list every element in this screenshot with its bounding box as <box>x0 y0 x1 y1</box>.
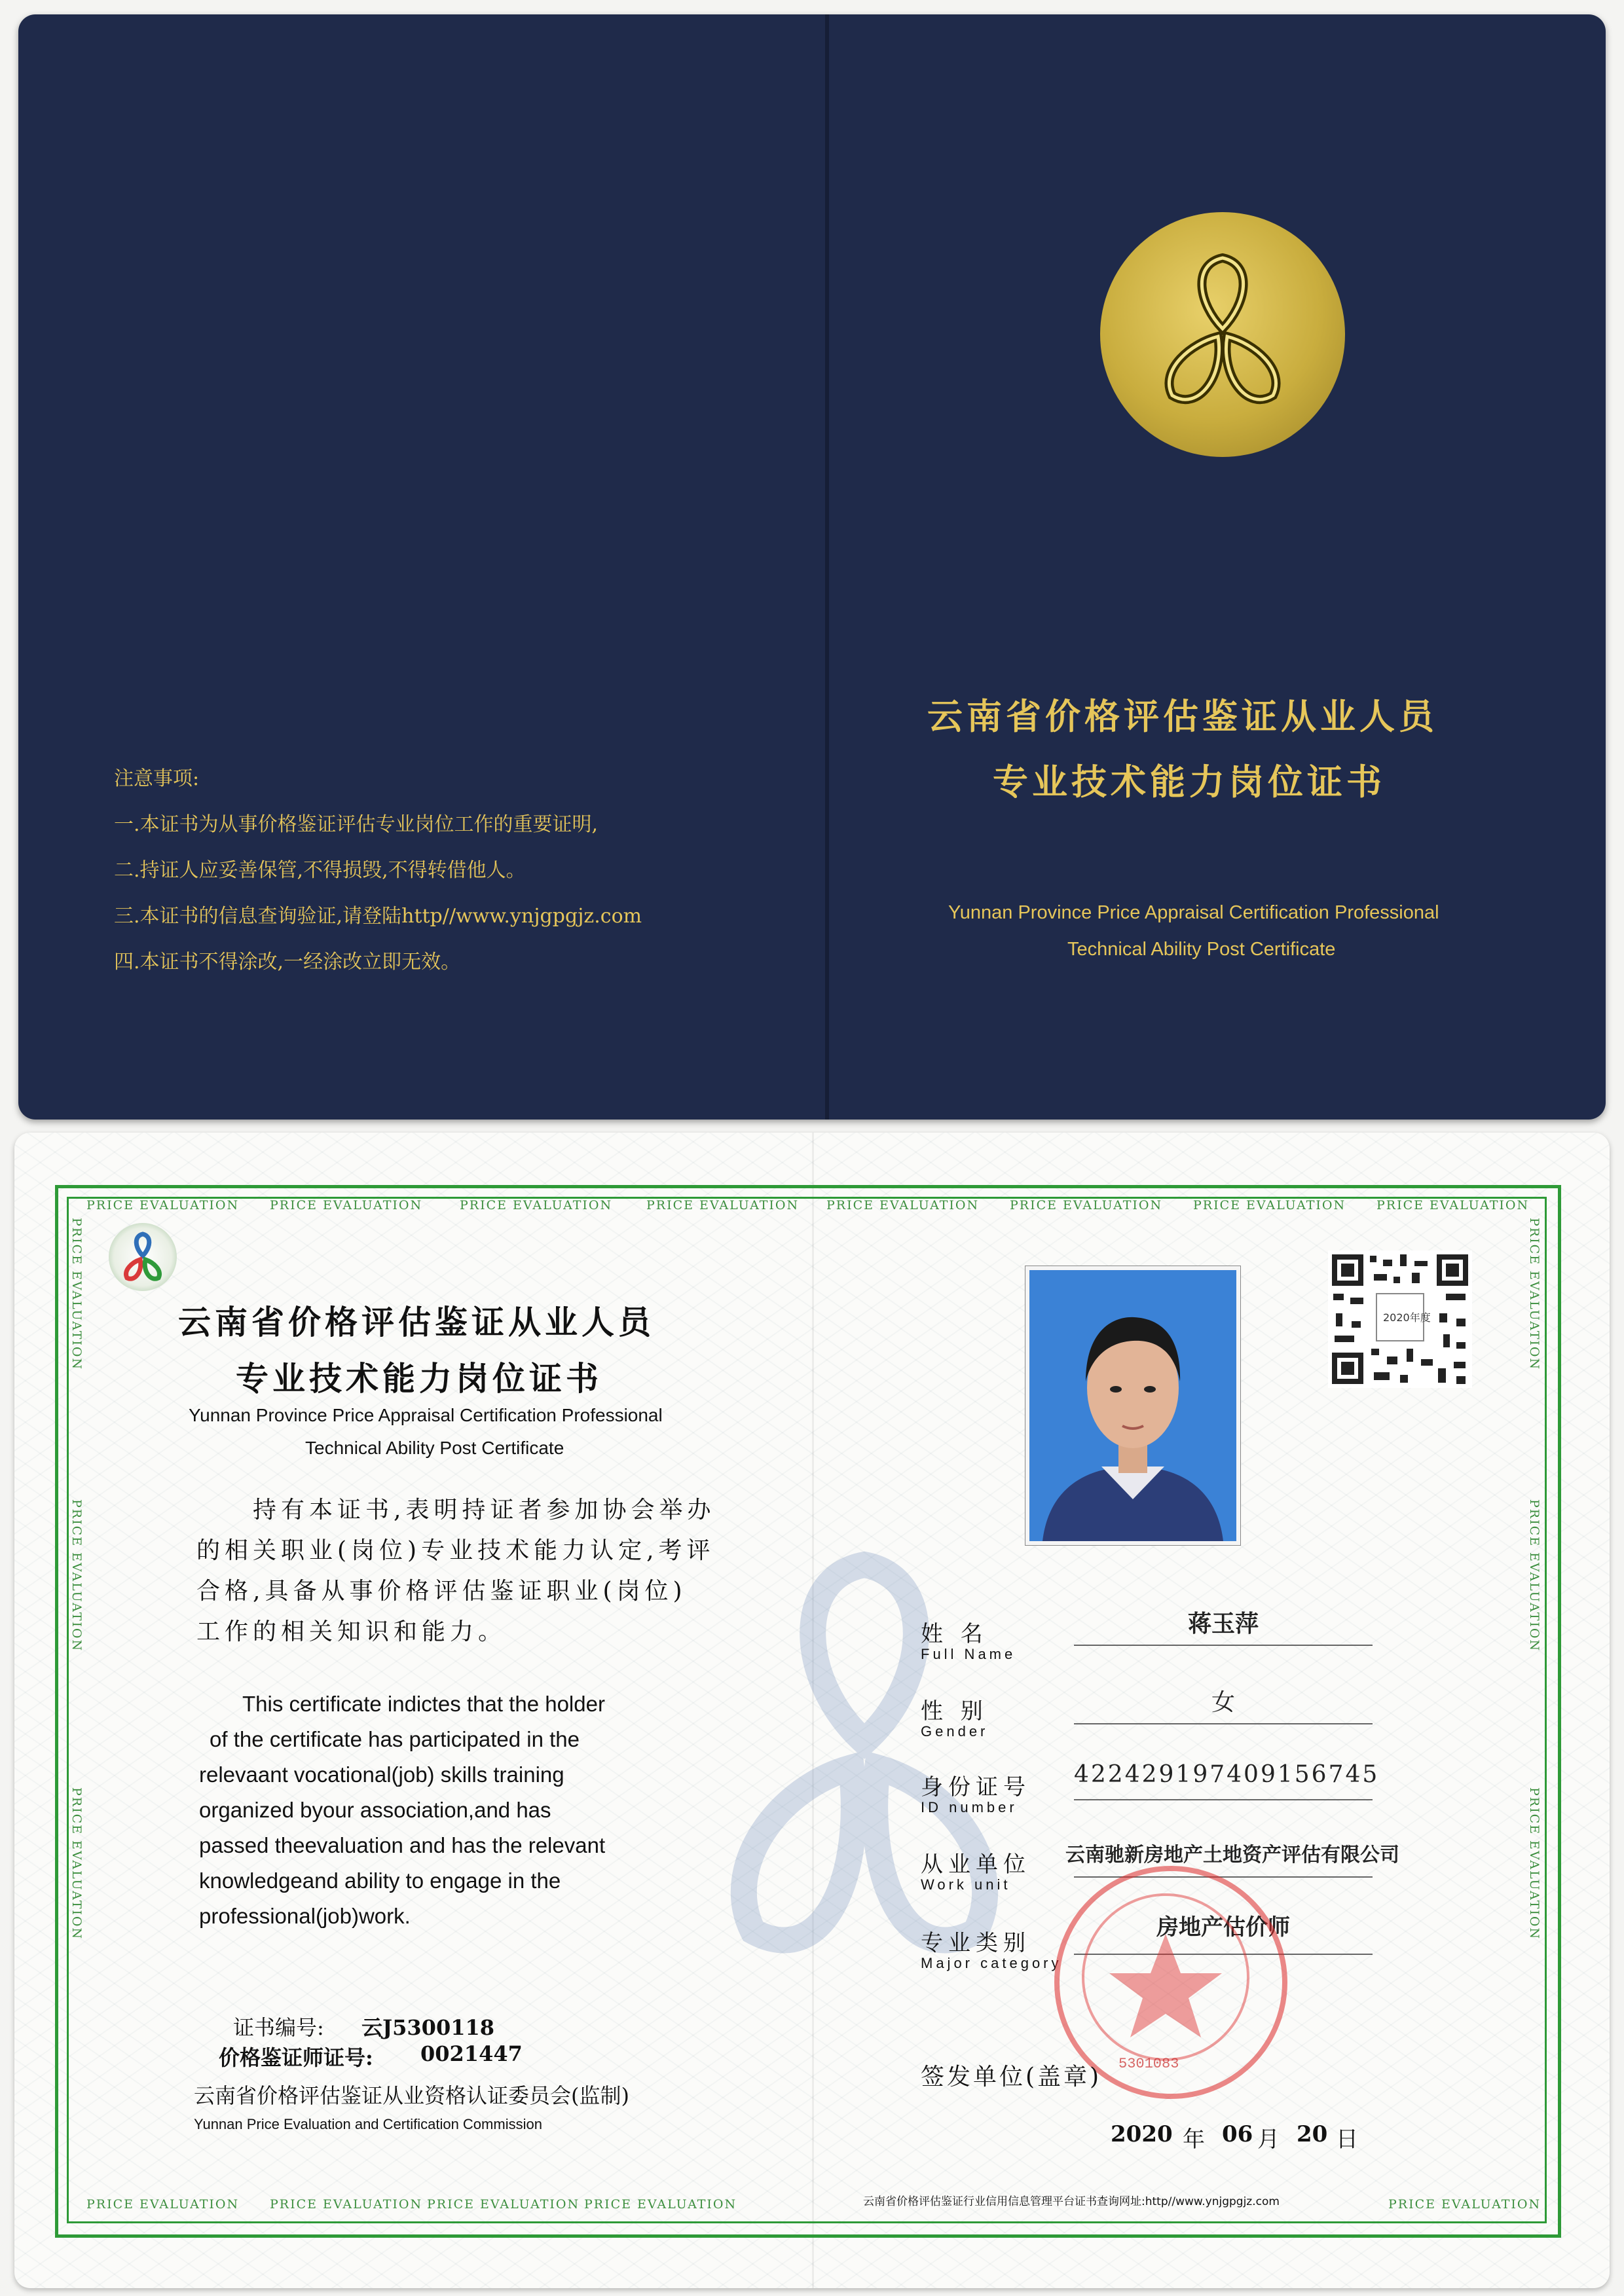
price-evaluation-band: PRICE EVALUATION <box>826 1198 980 1212</box>
committee-en: Yunnan Price Evaluation and Certification Commission <box>194 2116 542 2132</box>
field-underline <box>1074 1723 1373 1724</box>
price-evaluation-band: PRICE EVALUATION <box>1193 1198 1346 1212</box>
issue-date-month: 06 <box>1222 2121 1253 2147</box>
certificate-title-en-line1: Yunnan Province Price Appraisal Certification Professional <box>189 1405 663 1425</box>
price-evaluation-band: PRICE EVALUATION <box>86 1198 240 1212</box>
cover-english-line2: Technical Ability Post Certificate <box>1067 939 1336 960</box>
cover-title-line2: 专业技术能力岗位证书 <box>993 761 1386 803</box>
field-sub-work-unit: Work unit <box>921 1876 1011 1893</box>
price-evaluation-band: PRICE EVALUATION <box>1527 1218 1541 1371</box>
field-value-name: 蒋玉萍 <box>1187 1610 1259 1637</box>
statement-en-line: This certificate indictes that the holder <box>242 1692 605 1716</box>
price-evaluation-band: PRICE EVALUATION <box>1010 1198 1163 1212</box>
field-sub-name: Full Name <box>921 1646 1016 1662</box>
certificate-title-en-line2: Technical Ability Post Certificate <box>305 1438 564 1458</box>
issue-date-day: 20 <box>1297 2121 1328 2147</box>
statement-cn-line: 持有本证书,表明持证者参加协会举办 <box>253 1497 716 1523</box>
statement-cn-line: 合格,具备从事价格评估鉴证职业(岗位) <box>196 1578 687 1605</box>
price-evaluation-band: PRICE EVALUATION <box>1527 1787 1541 1941</box>
footer-query-url[interactable]: 云南省价格评估鉴证行业信用信息管理平台证书查询网址:http//www.ynjgpgjz.com <box>863 2195 1280 2208</box>
statement-en-line: knowledgeand ability to engage in the <box>199 1868 561 1893</box>
field-label-id: 身份证号 <box>921 1774 1031 1800</box>
statement-en-line: organized byour association,and has <box>199 1798 551 1822</box>
field-sub-major: Major category <box>921 1955 1062 1971</box>
price-evaluation-band: PRICE EVALUATION <box>427 2197 580 2212</box>
notice-item: 三.本证书的信息查询验证,请登陆http//www.ynjgpgjz.com <box>114 905 642 928</box>
field-value-gender: 女 <box>1211 1689 1235 1716</box>
price-evaluation-band: PRICE EVALUATION <box>86 2197 240 2212</box>
holder-photo <box>1025 1266 1240 1545</box>
price-evaluation-band: PRICE EVALUATION <box>270 2197 423 2212</box>
price-evaluation-band: PRICE EVALUATION <box>69 1499 84 1652</box>
field-value-major: 房地产估价师 <box>1156 1914 1290 1941</box>
field-label-work-unit: 从业单位 <box>921 1851 1031 1878</box>
price-evaluation-band: PRICE EVALUATION <box>270 1198 423 1212</box>
committee-cn: 云南省价格评估鉴证从业资格认证委员会(监制) <box>194 2083 629 2108</box>
price-evaluation-band: PRICE EVALUATION <box>460 1198 613 1212</box>
field-underline <box>1074 1645 1373 1646</box>
issue-date-year-unit: 年 <box>1183 2126 1205 2153</box>
field-label-major: 专业类别 <box>921 1930 1031 1956</box>
trefoil-emblem-icon <box>1100 212 1345 457</box>
price-evaluation-band: PRICE EVALUATION <box>646 1198 800 1212</box>
cert-no-value: 云J5300118 <box>361 2015 495 2040</box>
seal-number: 5301083 <box>1118 2056 1179 2072</box>
statement-cn-line: 的相关职业(岗位)专业技术能力认定,考评 <box>196 1537 715 1564</box>
cover-title-line1: 云南省价格评估鉴证从业人员 <box>927 696 1438 737</box>
issuer-label: 签发单位(盖章) <box>921 2064 1102 2090</box>
field-value-work-unit: 云南驰新房地产土地资产评估有限公司 <box>1065 1844 1399 1867</box>
statement-en-line: passed theevaluation and has the relevant <box>199 1833 606 1857</box>
cover-english-line1: Yunnan Province Price Appraisal Certification Professional <box>948 902 1439 923</box>
field-label-name: 姓 名 <box>921 1621 988 1647</box>
field-value-id: 422429197409156745 <box>1074 1761 1380 1788</box>
notice-item: 一.本证书为从事价格鉴证评估专业岗位工作的重要证明, <box>114 813 599 836</box>
issue-date-day-unit: 日 <box>1336 2126 1358 2153</box>
appraiser-no-value: 0021447 <box>420 2041 523 2066</box>
price-evaluation-band: PRICE EVALUATION <box>69 1218 84 1371</box>
statement-en-line: of the certificate has participated in the <box>210 1727 580 1751</box>
certificate-cover <box>18 14 1606 1120</box>
notice-item: 二.持证人应妥善保管,不得损毁,不得转借他人。 <box>114 859 526 882</box>
statement-cn-line: 工作的相关知识和能力。 <box>196 1618 507 1645</box>
statement-en-line: professional(job)work. <box>199 1904 411 1928</box>
price-evaluation-band: PRICE EVALUATION <box>69 1787 84 1941</box>
issue-date-month-unit: 月 <box>1257 2126 1280 2153</box>
field-sub-gender: Gender <box>921 1723 989 1740</box>
issue-date-year: 2020 <box>1111 2121 1173 2147</box>
notice-item: 四.本证书不得涂改,一经涂改立即无效。 <box>114 951 461 974</box>
price-evaluation-band: PRICE EVALUATION <box>1388 2197 1541 2212</box>
appraiser-no-label: 价格鉴证师证号: <box>219 2045 373 2070</box>
association-logo-icon <box>109 1223 177 1291</box>
price-evaluation-band: PRICE EVALUATION <box>584 2197 737 2212</box>
notice-heading: 注意事项: <box>114 767 200 790</box>
verification-qr-code[interactable] <box>1328 1250 1472 1388</box>
field-label-gender: 性 别 <box>921 1698 988 1724</box>
price-evaluation-band: PRICE EVALUATION <box>1527 1499 1541 1652</box>
cover-fold <box>825 14 829 1120</box>
certificate-title-cn-line2: 专业技术能力岗位证书 <box>236 1359 602 1398</box>
cert-no-label: 证书编号: <box>233 2015 324 2040</box>
qr-year-label: 2020年度 <box>1383 1311 1431 1324</box>
price-evaluation-band: PRICE EVALUATION <box>1376 1198 1530 1212</box>
statement-en-line: relevaant vocational(job) skills training <box>199 1762 564 1787</box>
field-sub-id: ID number <box>921 1799 1018 1815</box>
certificate-title-cn-line1: 云南省价格评估鉴证从业人员 <box>178 1303 655 1341</box>
field-underline <box>1074 1799 1373 1800</box>
